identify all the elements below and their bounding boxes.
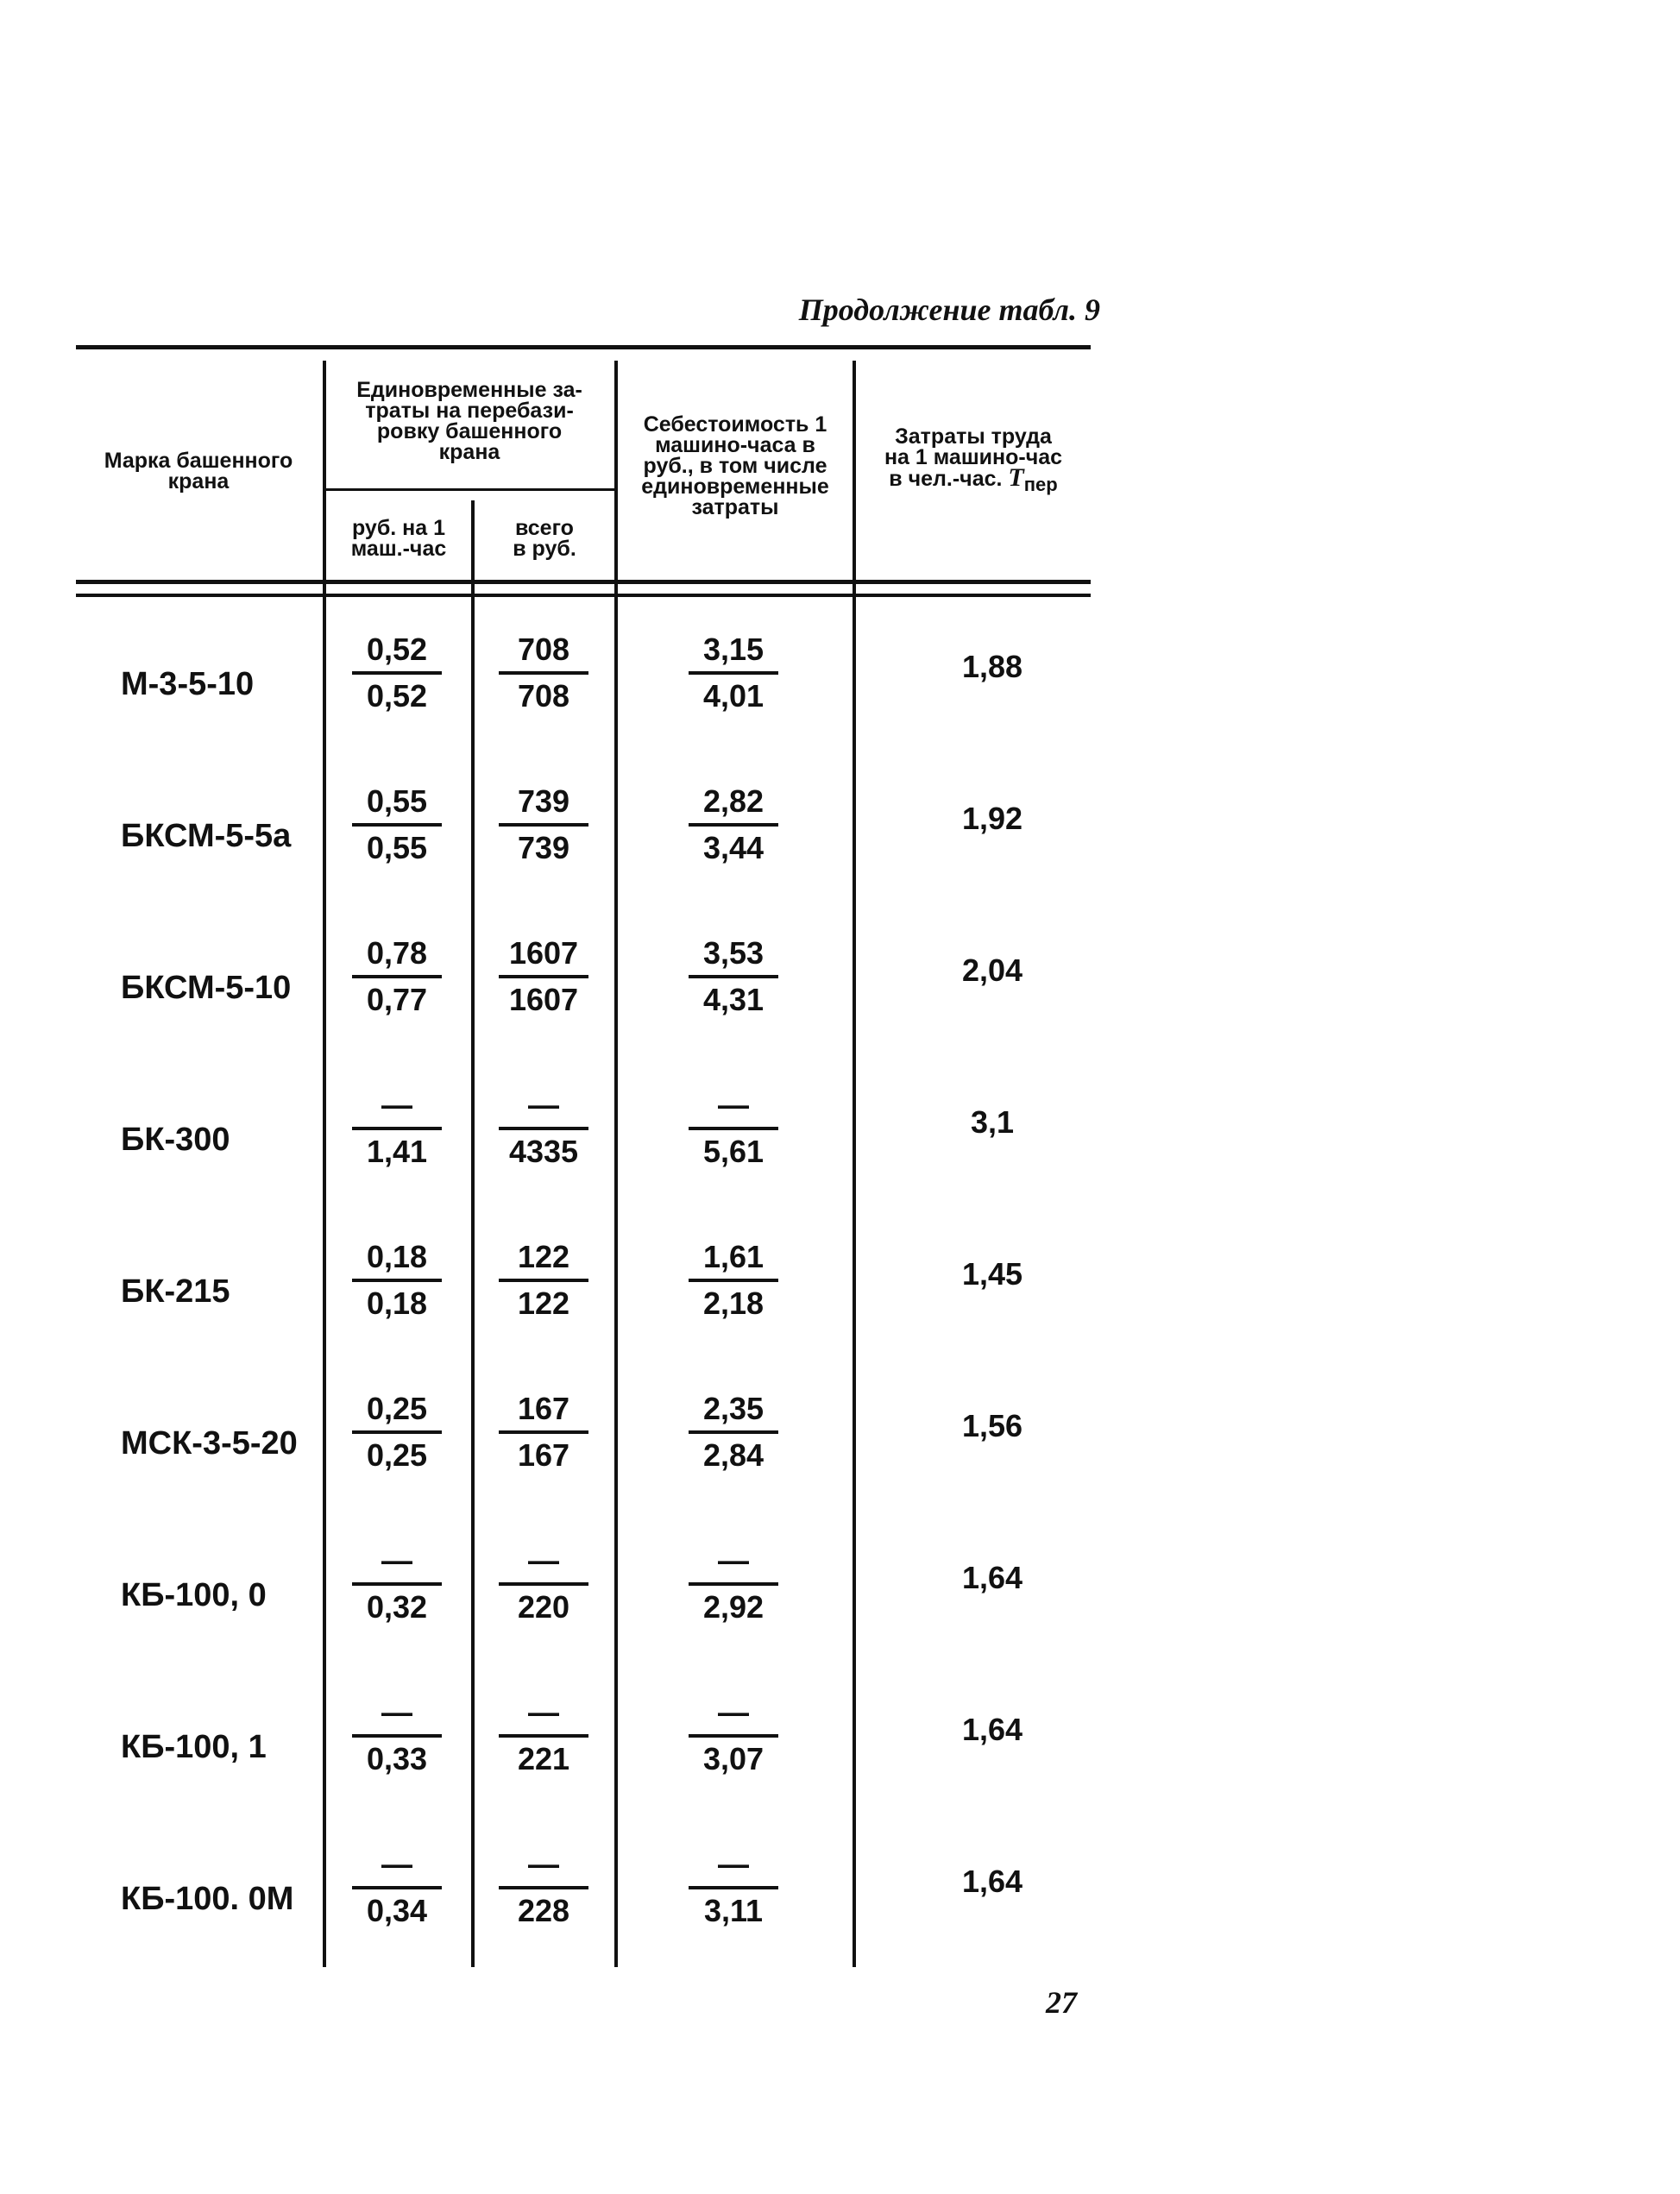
total-rub-fraction <box>492 630 595 716</box>
rub-per-hour-fraction <box>345 1845 449 1931</box>
fraction-bar <box>499 1734 588 1738</box>
rub-per-hour-fraction <box>345 1693 449 1779</box>
total-rub-fraction <box>492 1237 595 1323</box>
fraction-bar <box>689 1886 778 1889</box>
fraction-numerator: — <box>381 1087 412 1122</box>
fraction-numerator: 0,18 <box>366 1239 428 1274</box>
total-rub-fraction <box>492 1541 595 1627</box>
fraction-denominator: 3,44 <box>702 830 764 865</box>
rub-per-hour-fraction <box>345 630 449 716</box>
total-rub-fraction <box>492 782 595 868</box>
fraction-denominator: 0,18 <box>366 1286 428 1321</box>
rub-per-hour-fraction <box>345 1237 449 1323</box>
fraction-bar <box>499 1127 588 1130</box>
fraction-bar <box>499 1279 588 1282</box>
fraction-bar <box>352 1734 442 1738</box>
total-rub-fraction <box>492 1389 595 1475</box>
fraction-denominator: 2,84 <box>702 1437 764 1473</box>
fraction-denominator: 708 <box>517 678 570 714</box>
fraction-bar <box>689 671 778 675</box>
fraction-numerator: 0,55 <box>366 783 428 819</box>
machine-hour-cost-fraction <box>682 630 785 716</box>
fraction-numerator: 167 <box>517 1391 570 1426</box>
fraction-numerator: 0,52 <box>366 632 428 667</box>
total-rub-fraction <box>492 1693 595 1779</box>
crane-mark: БК-215 <box>121 1273 230 1310</box>
rub-per-hour-fraction <box>345 1085 449 1172</box>
table-row <box>0 1829 1680 1981</box>
total-rub-fraction <box>492 934 595 1020</box>
crane-mark: БКСМ-5-5а <box>121 818 292 854</box>
table-row <box>0 1374 1680 1525</box>
rub-per-hour-fraction <box>345 1389 449 1475</box>
fraction-numerator: — <box>718 1846 749 1882</box>
table-row <box>0 1070 1680 1222</box>
header-one-time-costs: Единовременные за- траты на перебази- ровку башенного крана <box>356 378 582 464</box>
machine-hour-cost-fraction <box>682 1237 785 1323</box>
crane-mark: КБ-100, 1 <box>121 1729 267 1765</box>
labor-value: 1,64 <box>961 1712 1023 1747</box>
table-row <box>0 918 1680 1070</box>
fraction-denominator: 739 <box>517 830 570 865</box>
fraction-bar <box>499 823 588 827</box>
fraction-bar <box>352 1430 442 1434</box>
fraction-denominator: 3,11 <box>703 1893 764 1928</box>
fraction-bar <box>352 1886 442 1889</box>
page-number: 27 <box>1046 1985 1077 2020</box>
table-row <box>0 1222 1680 1374</box>
crane-mark: БК-300 <box>121 1122 230 1158</box>
fraction-denominator: 4,01 <box>702 678 764 714</box>
fraction-bar <box>499 1582 588 1586</box>
fraction-denominator: 0,32 <box>366 1589 428 1625</box>
group-header-rule <box>324 488 614 491</box>
fraction-numerator: 708 <box>517 632 570 667</box>
rub-per-hour-fraction <box>345 1541 449 1627</box>
labor-value: 1,56 <box>961 1408 1023 1443</box>
fraction-denominator: 3,07 <box>702 1741 764 1776</box>
fraction-denominator: 220 <box>517 1589 570 1625</box>
fraction-denominator: 0,77 <box>366 982 428 1017</box>
fraction-numerator: 0,25 <box>366 1391 428 1426</box>
fraction-denominator: 2,18 <box>702 1286 764 1321</box>
fraction-denominator: 5,61 <box>702 1134 764 1169</box>
fraction-denominator: 0,55 <box>366 830 428 865</box>
fraction-bar <box>689 823 778 827</box>
fraction-denominator: 4335 <box>508 1134 579 1169</box>
rub-per-hour-fraction <box>345 782 449 868</box>
table-top-rule <box>76 345 1091 349</box>
crane-mark: МСК-3-5-20 <box>121 1425 298 1462</box>
fraction-bar <box>352 823 442 827</box>
body-top-rule <box>76 594 1091 597</box>
fraction-bar <box>689 1127 778 1130</box>
machine-hour-cost-fraction <box>682 934 785 1020</box>
fraction-numerator: — <box>528 1087 559 1122</box>
fraction-numerator: — <box>381 1694 412 1730</box>
crane-mark: БКСМ-5-10 <box>121 970 292 1006</box>
machine-hour-cost-fraction <box>682 1389 785 1475</box>
fraction-denominator: 0,25 <box>366 1437 428 1473</box>
fraction-denominator: 122 <box>517 1286 570 1321</box>
fraction-numerator: — <box>528 1543 559 1578</box>
fraction-numerator: 1607 <box>508 935 579 971</box>
fraction-denominator: 4,31 <box>702 982 764 1017</box>
table-row <box>0 1525 1680 1677</box>
fraction-bar <box>352 1279 442 1282</box>
fraction-numerator: 3,15 <box>702 632 764 667</box>
crane-mark: КБ-100. 0М <box>121 1881 294 1917</box>
fraction-bar <box>689 1430 778 1434</box>
fraction-numerator: 739 <box>517 783 570 819</box>
fraction-numerator: 1,61 <box>702 1239 764 1274</box>
fraction-bar <box>689 1279 778 1282</box>
fraction-bar <box>499 1430 588 1434</box>
fraction-denominator: 228 <box>517 1893 570 1928</box>
machine-hour-cost-fraction <box>682 1541 785 1627</box>
labor-value: 3,1 <box>970 1104 1015 1140</box>
fraction-denominator: 221 <box>517 1741 570 1776</box>
fraction-numerator: — <box>718 1087 749 1122</box>
header-total-rub: всего в руб. <box>513 516 576 561</box>
fraction-numerator: 3,53 <box>702 935 764 971</box>
fraction-bar <box>352 671 442 675</box>
table-row <box>0 766 1680 918</box>
fraction-denominator: 1607 <box>508 982 579 1017</box>
fraction-bar <box>689 975 778 978</box>
fraction-bar <box>499 975 588 978</box>
fraction-bar <box>352 975 442 978</box>
machine-hour-cost-fraction <box>682 1693 785 1779</box>
fraction-bar <box>689 1734 778 1738</box>
fraction-numerator: 2,35 <box>702 1391 764 1426</box>
total-rub-fraction <box>492 1085 595 1172</box>
labor-value: 1,45 <box>961 1256 1023 1292</box>
header-bottom-rule <box>76 580 1091 584</box>
fraction-numerator: 2,82 <box>702 783 764 819</box>
fraction-denominator: 0,34 <box>366 1893 428 1928</box>
fraction-denominator: 0,52 <box>366 678 428 714</box>
crane-mark: М-3-5-10 <box>121 666 255 702</box>
fraction-bar <box>352 1127 442 1130</box>
header-machine-hour-cost: Себестоимость 1 машино-часа в руб., в том числе единовременные затраты <box>641 412 829 519</box>
labor-value: 1,64 <box>961 1560 1023 1595</box>
machine-hour-cost-fraction <box>682 1845 785 1931</box>
fraction-numerator: 122 <box>517 1239 570 1274</box>
fraction-numerator: 0,78 <box>366 935 428 971</box>
table-caption: Продолжение табл. 9 <box>798 292 1100 327</box>
table-row <box>0 1677 1680 1829</box>
fraction-numerator: — <box>718 1543 749 1578</box>
fraction-bar <box>689 1582 778 1586</box>
machine-hour-cost-fraction <box>682 1085 785 1172</box>
fraction-denominator: 0,33 <box>366 1741 428 1776</box>
fraction-numerator: — <box>381 1543 412 1578</box>
crane-mark: КБ-100, 0 <box>121 1577 267 1613</box>
fraction-bar <box>499 671 588 675</box>
labor-value: 1,92 <box>961 801 1023 836</box>
fraction-bar <box>352 1582 442 1586</box>
labor-value: 1,64 <box>961 1864 1023 1899</box>
fraction-denominator: 2,92 <box>702 1589 764 1625</box>
fraction-bar <box>499 1886 588 1889</box>
fraction-denominator: 167 <box>517 1437 570 1473</box>
table-row <box>0 614 1680 766</box>
fraction-numerator: — <box>381 1846 412 1882</box>
machine-hour-cost-fraction <box>682 782 785 868</box>
header-rub-per-machine-hour: руб. на 1 маш.-час <box>350 516 447 561</box>
rub-per-hour-fraction <box>345 934 449 1020</box>
labor-value: 2,04 <box>961 952 1023 988</box>
header-labor-costs: Затраты труда на 1 машино-час в чел.-час. $T_{пер}$ <box>884 424 1063 495</box>
header-crane-mark: Марка башенного крана <box>104 449 293 493</box>
total-rub-fraction <box>492 1845 595 1931</box>
fraction-numerator: — <box>528 1694 559 1730</box>
labor-value: 1,88 <box>961 649 1023 684</box>
fraction-numerator: — <box>718 1694 749 1730</box>
fraction-numerator: — <box>528 1846 559 1882</box>
fraction-denominator: 1,41 <box>366 1134 428 1169</box>
